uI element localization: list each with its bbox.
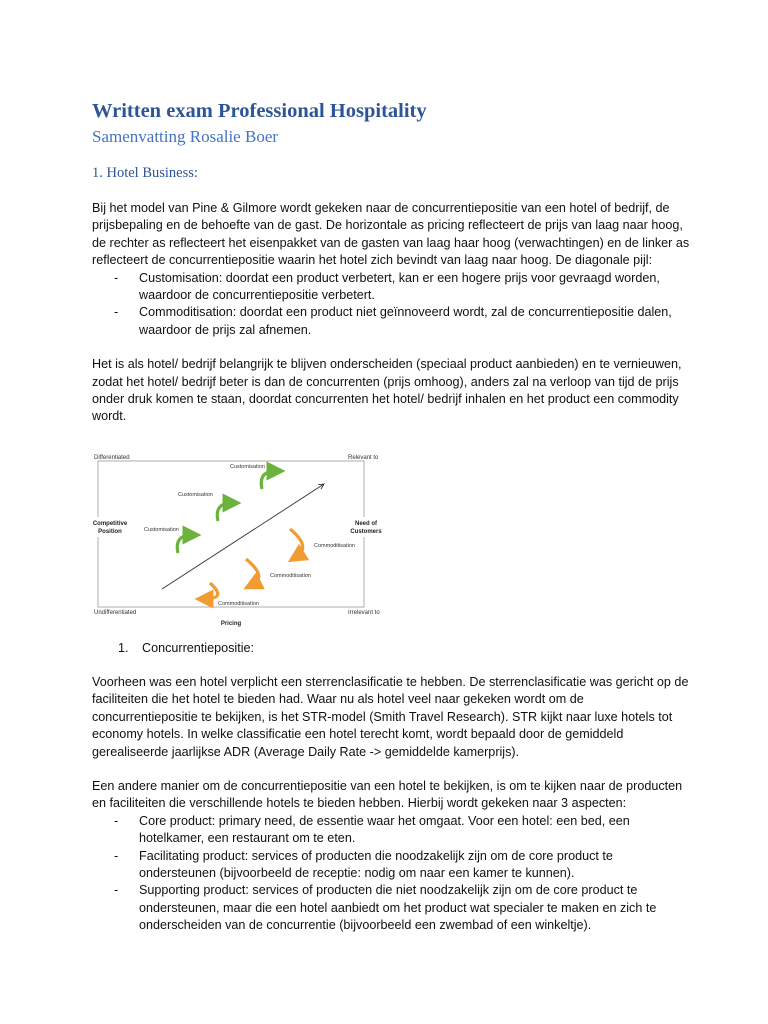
dash-marker: -	[114, 270, 119, 285]
list-item	[92, 813, 692, 848]
list-item	[92, 304, 692, 339]
list-item-text: Commoditisation: doordat een product niet geïnnoveerd wordt, zal de concurrentiepositie dalen, waardoor de prijs zal afnemen.	[139, 305, 672, 337]
label-relevant-to: Relevant to	[348, 455, 379, 461]
list-item-text: Facilitating product: services of producten die noodzakelijk zijn om de core product te ondersteunen (bijvoorbeeld de receptie: nodig om naar een kamer te kunnen).	[139, 848, 613, 881]
list-item-text: Customisation: doordat een product verbetert, kan er een hogere prijs voor gevraagd worden, waardoor de concurrentiepositie verbetert.	[139, 270, 660, 303]
label-differentiated: Differentiated	[94, 455, 130, 461]
label-commoditisation-1: Commoditisation	[314, 543, 355, 549]
section-heading: 1. Hotel Business:	[92, 165, 198, 181]
bullet-list-arrow	[92, 270, 692, 340]
diagram-frame	[98, 461, 364, 607]
label-customisation-1: Customisation	[144, 527, 179, 533]
pine-gilmore-diagram	[92, 451, 382, 629]
label-commoditisation-2: Commoditisation	[270, 573, 311, 579]
dash-marker: -	[114, 813, 119, 828]
list-item-text: Supporting product: services of producten die niet noodzakelijk zijn om de core product te ondersteunen, maar die een hotel aanbiedt om het product wat specialer te maken en zich te onderscheiden van de concurrentie (bijvoorbeeld een zwembad of een winkeltje).	[139, 883, 657, 933]
dash-marker: -	[114, 305, 119, 320]
document-subtitle: Samenvatting Rosalie Boer	[92, 127, 279, 146]
numbered-heading-number: 1.	[118, 641, 129, 655]
list-item	[92, 882, 692, 934]
label-undifferentiated: Undifferentiated	[94, 610, 137, 616]
label-need-of: Need of	[354, 521, 378, 527]
numbered-heading	[118, 640, 254, 657]
paragraph-differentiate: Het is als hotel/ bedrijf belangrijk te blijven onderscheiden (speciaal product aanbieden) en te vernieuwen, zodat het hotel/ bedrijf beter is dan de concurrenten (prijs omhoog), anders zal na verloop van tijd de prijs onder druk komen te staan, doordat concurrenten het hotel/ bedrijf inhalen en het product een commodity wordt.	[92, 357, 682, 424]
list-item-text: Core product: primary need, de essentie waar het omgaat. Voor een hotel: een bed, een hotelkamer, een restaurant om te eten.	[139, 813, 630, 846]
document-body-lower	[92, 674, 692, 935]
label-customers: Customers	[350, 529, 382, 535]
paragraph-products: Een andere manier om de concurrentiepositie van een hotel te bekijken, is om te kijken naar de producten en faciliteiten die verschillende hotels te bieden hebben. Hierbij wordt gekeken naar 3 aspecten:	[92, 779, 683, 811]
label-customisation-2: Customisation	[178, 492, 213, 498]
diagram-svg	[92, 451, 382, 629]
label-position: Position	[98, 529, 122, 535]
document-title: Written exam Professional Hospitality	[92, 100, 427, 122]
list-item	[92, 848, 692, 883]
document-body	[92, 98, 692, 426]
dash-marker: -	[114, 848, 119, 863]
label-customisation-3: Customisation	[230, 464, 265, 470]
dash-marker: -	[114, 883, 119, 898]
numbered-heading-text: Concurrentiepositie:	[142, 641, 255, 655]
paragraph-pine-gilmore: Bij het model van Pine & Gilmore wordt gekeken naar de concurrentiepositie van een hotel of bedrijf, de prijsbepaling en de behoefte van de gast. De horizontale as pricing reflecteert de prijs van laag naar hoog, de rechter as reflecteert het eisenpakket van de gasten van laag haar hoog (verwachtingen) en de linker as reflecteert de concurrentiepositie waarin het hotel zich bevindt van laag naar hoog. De diagonale pijl:	[92, 201, 690, 268]
label-competitive: Competitive	[92, 521, 128, 527]
paragraph-star-classification: Voorheen was een hotel verplicht een sterrenclasificatie te hebben. De sterrenclasificatie was gericht op de faciliteiten die het hotel te bieden had. Waar nu als hotel veel naar gekeken wordt om de concurrentiepositie te bekijken, is het STR-model (Smith Travel Research). STR kijkt naar luxe hotels tot economy hotels. In welke classificatie een hotel terecht komt, wordt bepaald door de gemiddeld gerealiseerde jaarlijkse ADR (Average Daily Rate -> gemiddelde kamerprijs).	[92, 675, 689, 759]
list-item	[92, 270, 692, 305]
label-commoditisation-3: Commoditisation	[218, 601, 259, 607]
label-pricing: Pricing	[220, 621, 242, 627]
label-irrelevant-to: Irrelevant to	[348, 610, 380, 616]
bullet-list-products	[92, 813, 692, 935]
